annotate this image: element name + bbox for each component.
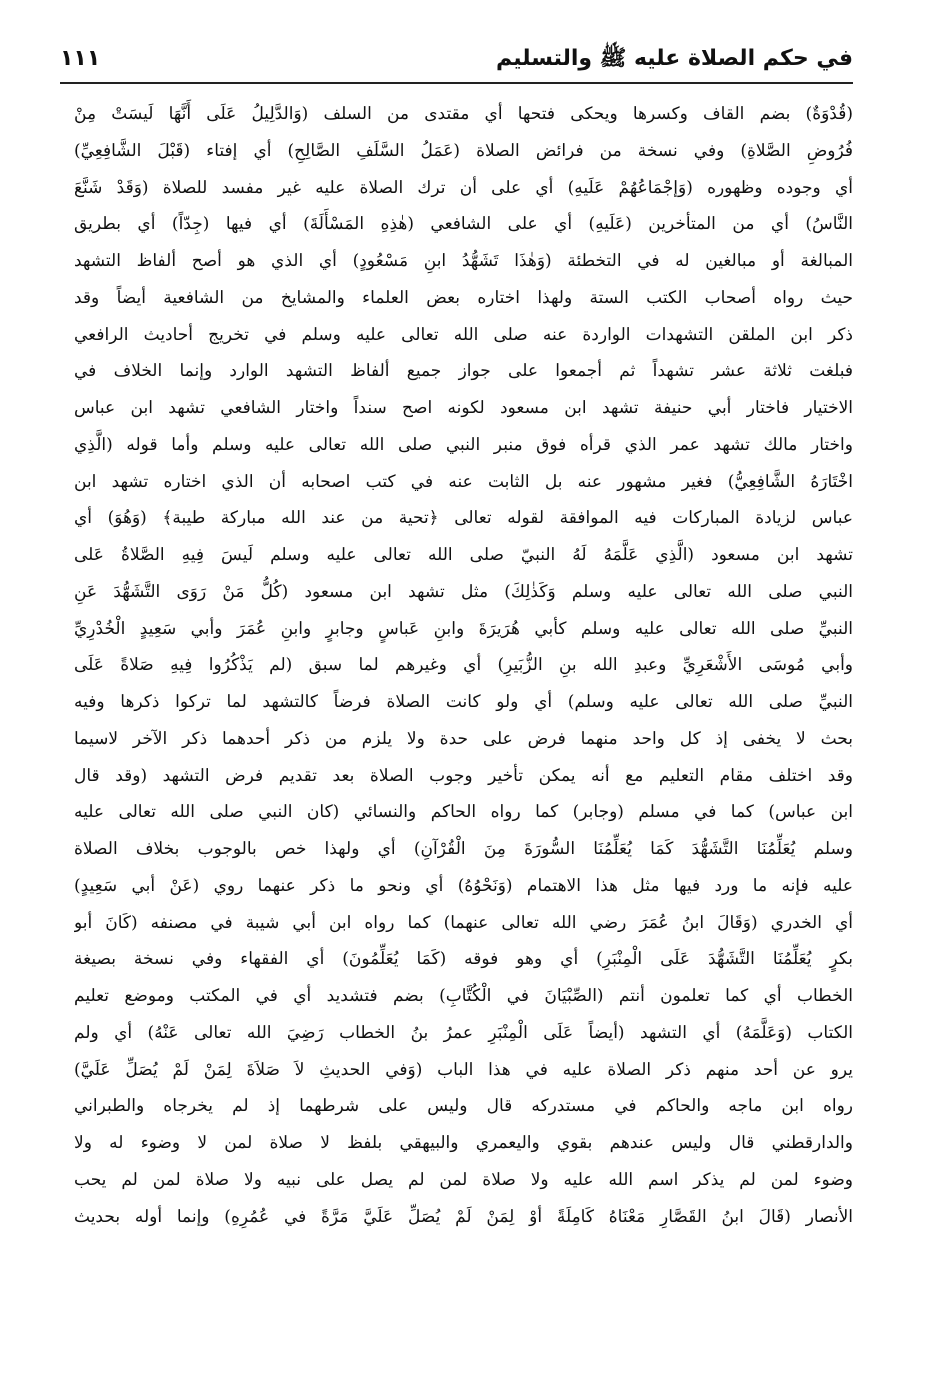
- text-line: عباس لزيادة المباركات فيه الموافقة لقوله تعالى ﴿تحية من عند الله مباركة طيبة﴾ (وَهُوَ) أي: [74, 508, 853, 529]
- text-line: الأنصار (قَالَ ابنُ القَصَّارِ مَعْنَاهُ كَامِلَةً أوْ لِمَنْ لَمْ يُصَلِّ عَلَيَّ مَرَّةً في عُمُرِهِ) وإنما أوله بحديث: [74, 1206, 853, 1227]
- text-line: ذكر ابن الملقن التشهدات الواردة عنه صلى الله تعالى عليه وسلم في تخريج أحاديث الرافعي: [74, 324, 853, 345]
- text-line: رواه ابن ماجه والحاكم في مستدركه قال وليس على شرطهما إذ لم يخرجاه والطبراني: [74, 1096, 853, 1117]
- text-line: والدارقطني قال وليس عندهم بقوي واليعمري والبيهقي بلفظ لا صلاة لمن لا وضوء له ولا: [74, 1133, 853, 1153]
- running-title: في حكم الصلاة عليه ﷺ والتسليم: [496, 46, 853, 71]
- text-line: وسلم يُعَلِّمُنَا التَّشَهُّدَ كَمَا يُعَلِّمُنَا السُّورَةَ مِنَ الْقُرْآنِ) أي ولهذا خص بالوجوب بخلاف الصلاة: [74, 839, 853, 859]
- text-line: حيث رواه أصحاب الكتب الستة ولهذا اختاره بعض العلماء والمشايخ من الشافعية أيضاً وقد: [74, 287, 853, 308]
- text-line: أي الخدري (وَقَالَ ابنُ عُمَرَ رضي الله تعالى عنهما) كما رواه ابن أبي شيبة في مصنفه (كَانَ أبو: [74, 912, 853, 933]
- text-line: المبالغة أو مبالغين له في التخطئة (وَهٰذَا تَشَهُّدُ ابنِ مَسْعُودٍ) أي الذي هو أصح ألفاظ التشهد: [74, 251, 853, 271]
- text-line: الاختيار فاختار أبي حنيفة تشهد ابن مسعود لكونه اصح سنداً واختار الشافعي تشهد ابن عباس: [74, 398, 853, 418]
- text-line: تشهد ابن مسعود (الَّذِي عَلَّمَهُ لَهُ النبيّ صلى الله تعالى عليه وسلم لَيسَ فِيهِ الصَّلاةُ عَلى: [74, 545, 853, 565]
- text-line: واختار مالك تشهد عمر الذي قرأه فوق منبر النبي صلى الله تعالى عليه وسلم وأما قوله (الَّذِي: [74, 434, 853, 455]
- text-line: ابن عباس) كما في مسلم (وجابر) كما رواه الحاكم والنسائي (كان النبي صلى الله تعالى عليه: [74, 802, 853, 823]
- text-line: بكرٍ يُعَلِّمُنَا التَّشَهُّدَ عَلَى الْمِنْبَرِ) أي وهو فوقه (كَمَا يُعَلِّمُونَ) أي الفقهاء وفي نسخة بصيغة: [74, 949, 853, 970]
- text-line: وضوء لمن لم يذكر اسم الله عليه ولا صلاة لمن لم يصل على نبيه ولا صلاة لمن لم يحب: [74, 1169, 853, 1190]
- commentary-text: [74, 96, 853, 1235]
- text-line: وأبي مُوسَى الأَشْعَرِيِّ وعبدِ الله بنِ الزُّبَيرِ) أي وغيرهم لما سبق (لم يَذْكُرُوا فِيهِ صَلاةً عَلَى: [74, 655, 853, 676]
- text-line: اخْتَارَهُ الشَّافِعِيُّ) فغير مشهور عنه بل الثابت عنه في كتب اصحابه أن الذي اختاره تشهد ابن: [74, 471, 853, 492]
- text-line: أي وجوده وظهوره (وَإجْمَاعُهُمْ عَلَيهِ) أي على أن ترك الصلاة عليه غير مفسد للصلاة (وَقَدْ شَنَّعَ: [74, 177, 853, 198]
- page-header: [60, 40, 853, 84]
- text-line: فُرُوضِ الصَّلاةِ) وفي نسخة من فرائض الصلاة (عَمَلُ السَّلَفِ الصَّالِحِ) أي إفتاء (قَبْلَ الشَّافِعِيِّ): [74, 140, 853, 161]
- text-line: عليه فإنه ما ورد فيها مثل هذا الاهتمام (وَنَحْوُهُ) أي ونحو ما ذكر عنهما روي (عَنْ أبي سَعِيدٍ): [74, 875, 853, 896]
- text-line: النبيِّ صلى الله تعالى عليه وسلم) أي ولو كانت الصلاة فرضاً كالتشهد لما تركوا ذكرها وفيه: [74, 692, 853, 712]
- text-line: النبي صلى الله تعالى عليه وسلم وَكَذٰلِكَ) مثل تشهد ابن مسعود (كُلُّ مَنْ رَوَى التَّشَهُّدَ عَنِ: [74, 581, 853, 602]
- text-line: الخطاب أي كما تعلمون أنتم (الصِّبْيَانَ في الْكُتَّابِ) بضم فتشديد أي في المكتب وموضع تعليم: [74, 986, 853, 1006]
- text-line: يرو عن أحد منهم ذكر الصلاة عليه في هذا الباب (وَفي الحديثِ لاَ صَلاَةَ لِمَنْ لَمْ يُصَلِّ عَلَيَّ): [74, 1059, 853, 1080]
- text-line: الكتاب (وَعَلَّمَهُ) أي التشهد (أيضاً عَلَى الْمِنْبَرِ عمرُ بنُ الخطاب رَضِيَ الله تعالى عَنْهُ) أي ولم: [74, 1022, 853, 1043]
- text-line: النَّاسُ) أي من المتأخرين (عَلَيهِ) أي على الشافعي (هٰذِهِ المَسْأَلَةَ) أي فيها (جِدّاً) أي بطريق: [74, 214, 853, 235]
- text-line: بحث لا يخفى إذ كل واحد منهما فرض على حدة ولا يلزم من ذكر أحدهما ذكر الآخر لاسيما: [74, 728, 853, 749]
- header-rule: [60, 82, 853, 84]
- page-number: ١١١: [60, 46, 101, 71]
- text-line: وقد اختلف مقام التعليم مع أنه يمكن تأخير وجوب الصلاة بعد تقديم فرض التشهد (وقد قال: [74, 765, 853, 786]
- text-line: (قُدْوَةٌ) بضم القاف وكسرها ويحكى فتحها أي مقتدى من السلف (وَالدَّلِيلُ عَلَى أَنَّهَا لَيسَتْ مِنْ: [74, 104, 853, 124]
- text-line: النبيِّ صلى الله تعالى عليه وسلم كأبي هُرَيرَةَ وابنِ عَباسٍ وجابرٍ وابنِ عُمَرَ وأبي سَعِيدٍ الْخُدْرِيِّ: [74, 618, 853, 639]
- text-line: فبلغت ثلاثة عشر تشهداً ثم أجمعوا على جواز جميع ألفاظ التشهد الوارد وإنما الخلاف في: [74, 361, 853, 382]
